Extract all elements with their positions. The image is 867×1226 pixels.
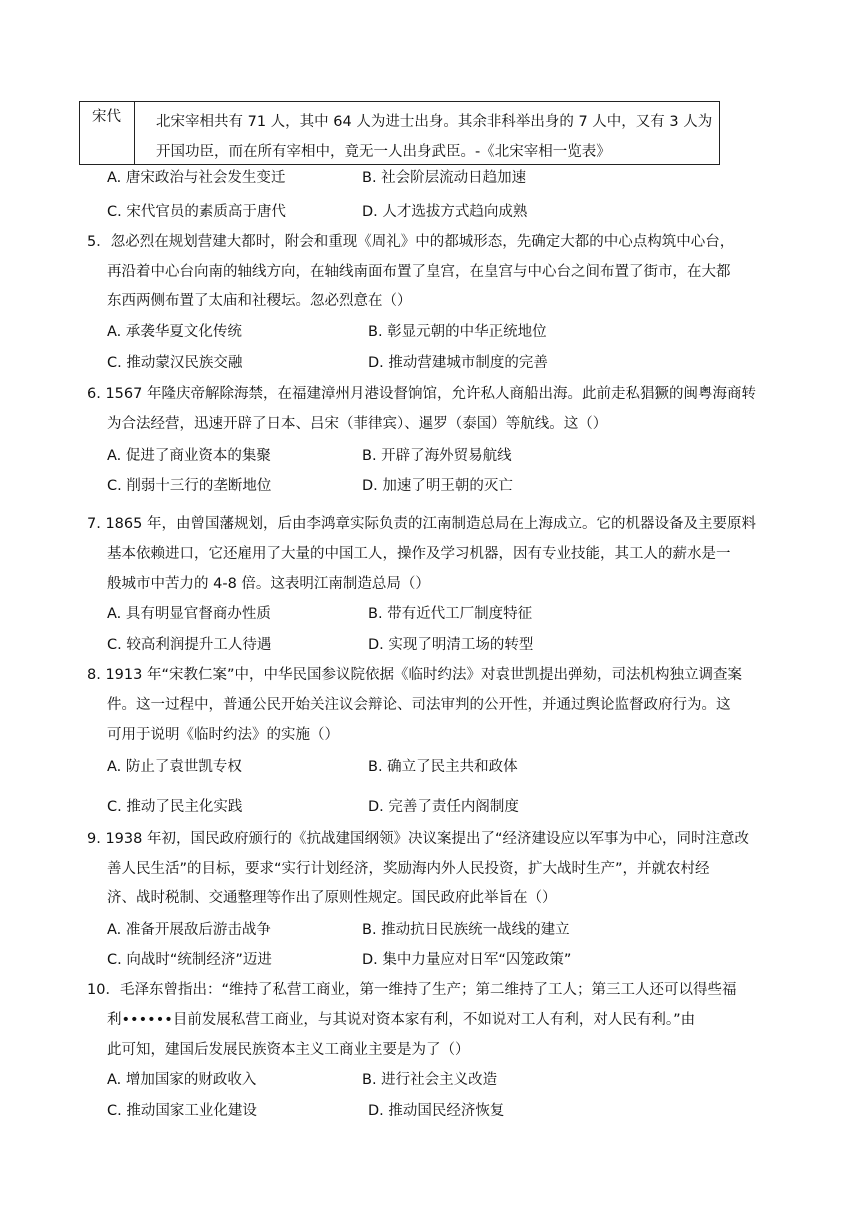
q6-option-a: A. 促进了商业资本的集聚 bbox=[107, 448, 271, 464]
q8-stem-line-3: 可用于说明《临时约法》的实施（） bbox=[107, 727, 339, 743]
q5-option-b: B. 彰显元朝的中华正统地位 bbox=[368, 324, 547, 340]
q10-option-c: C. 推动国家工业化建设 bbox=[107, 1103, 257, 1119]
q9-option-d: D. 集中力量应对日军“囚笼政策” bbox=[362, 952, 572, 968]
q4-option-b: B. 社会阶层流动日趋加速 bbox=[362, 170, 527, 186]
q7-stem-line-1: 7. 1865 年，由曾国藩规划，后由李鸿章实际负责的江南制造总局在上海成立。它的机器设备及主要原料 bbox=[87, 516, 756, 532]
q10-option-b: B. 进行社会主义改造 bbox=[362, 1072, 498, 1088]
q8-option-a: A. 防止了袁世凯专权 bbox=[107, 759, 242, 775]
q10-option-d: D. 推动国民经济恢复 bbox=[368, 1103, 505, 1119]
q8-option-d: D. 完善了责任内阁制度 bbox=[368, 799, 519, 815]
q9-stem-line-1: 9. 1938 年初，国民政府颁行的《抗战建国纲领》决议案提出了“经济建设应以军事为中心，同时注意改 bbox=[87, 831, 749, 847]
q8-option-c: C. 推动了民主化实践 bbox=[107, 799, 243, 815]
q8-stem-line-1: 8. 1913 年“宋教仁案”中，中华民国参议院依据《临时约法》对袁世凯提出弹劾，司法机构独立调查案 bbox=[87, 667, 742, 683]
q4-option-a: A. 唐宋政治与社会发生变迁 bbox=[107, 170, 286, 186]
q9-stem-line-2: 善人民生活”的目标，要求“实行计划经济，奖励海内外人民投资，扩大战时生产”，并就农村经 bbox=[107, 861, 710, 877]
q7-stem-line-2: 基本依赖进口，它还雇用了大量的中国工人，操作及学习机器，因有专业技能，其工人的薪水是一 bbox=[107, 546, 731, 562]
source-table-line-2: 开国功臣，而在所有宰相中，竟无一人出身武臣。-《北宋宰相一览表》 bbox=[156, 144, 611, 160]
q9-option-b: B. 推动抗日民族统一战线的建立 bbox=[362, 922, 570, 938]
q5-stem-line-2: 再沿着中心台向南的轴线方向，在轴线南面布置了皇宫，在皇宫与中心台之间布置了街市，在大都 bbox=[107, 264, 731, 280]
q6-stem-line-2: 为合法经营，迅速开辟了日本、吕宋（菲律宾）、暹罗（泰国）等航线。这（） bbox=[107, 416, 608, 432]
q10-stem-line-1: 10．毛泽东曾指出：“维持了私营工商业，第一维持了生产；第二维持了工人；第三工人还可以得些福 bbox=[87, 982, 737, 998]
q4-option-c: C. 宋代官员的素质高于唐代 bbox=[107, 204, 286, 220]
q6-stem-line-1: 6. 1567 年隆庆帝解除海禁，在福建漳州月港设督饷馆，允许私人商船出海。此前走私猖獗的闽粤海商转 bbox=[87, 386, 756, 402]
q8-option-b: B. 确立了民主共和政体 bbox=[368, 759, 518, 775]
q5-option-a: A. 承袭华夏文化传统 bbox=[107, 324, 242, 340]
q10-stem-line-2: 利••••••目前发展私营工商业，与其说对资本家有利，不如说对工人有利，对人民有利。”由 bbox=[107, 1012, 696, 1028]
q9-option-c: C. 向战时“统制经济”迈进 bbox=[107, 952, 272, 968]
q9-option-a: A. 准备开展敌后游击战争 bbox=[107, 922, 271, 938]
q7-option-d: D. 实现了明清工场的转型 bbox=[368, 637, 534, 653]
q4-option-d: D. 人才选拔方式趋向成熟 bbox=[362, 204, 528, 220]
source-table-text bbox=[156, 107, 716, 167]
q9-stem-line-3: 济、战时税制、交通整理等作出了原则性规定。国民政府此举旨在（） bbox=[107, 890, 557, 906]
q5-stem-line-1: 5．忽必烈在规划营建大都时，附会和重现《周礼》中的都城形态，先确定大都的中心点构筑中心台， bbox=[87, 234, 735, 250]
q7-option-b: B. 带有近代工厂制度特征 bbox=[368, 606, 533, 622]
source-table-period: 宋代 bbox=[80, 102, 135, 164]
q6-option-b: B. 开辟了海外贸易航线 bbox=[362, 448, 512, 464]
q7-option-c: C. 较高利润提升工人待遇 bbox=[107, 637, 272, 653]
source-table bbox=[79, 101, 720, 165]
q6-option-c: C. 削弱十三行的垄断地位 bbox=[107, 478, 272, 494]
q7-stem-line-3: 般城市中苦力的 4-8 倍。这表明江南制造总局（） bbox=[107, 576, 430, 592]
source-table-line-1: 北宋宰相共有 71 人，其中 64 人为进士出身。其余非科举出身的 7 人中，又有 3 人为 bbox=[156, 114, 713, 130]
q5-option-d: D. 推动营建城市制度的完善 bbox=[368, 355, 548, 371]
q6-option-d: D. 加速了明王朝的灭亡 bbox=[362, 478, 513, 494]
q7-option-a: A. 具有明显官督商办性质 bbox=[107, 606, 271, 622]
q8-stem-line-2: 件。这一过程中，普通公民开始关注议会辩论、司法审判的公开性，并通过舆论监督政府行为。这 bbox=[107, 697, 731, 713]
q5-stem-line-3: 东西两侧布置了太庙和社稷坛。忽必烈意在（） bbox=[107, 293, 412, 309]
q5-option-c: C. 推动蒙汉民族交融 bbox=[107, 355, 243, 371]
q10-option-a: A. 增加国家的财政收入 bbox=[107, 1072, 257, 1088]
q10-stem-line-3: 此可知，建国后发展民族资本主义工商业主要是为了（） bbox=[107, 1042, 470, 1058]
